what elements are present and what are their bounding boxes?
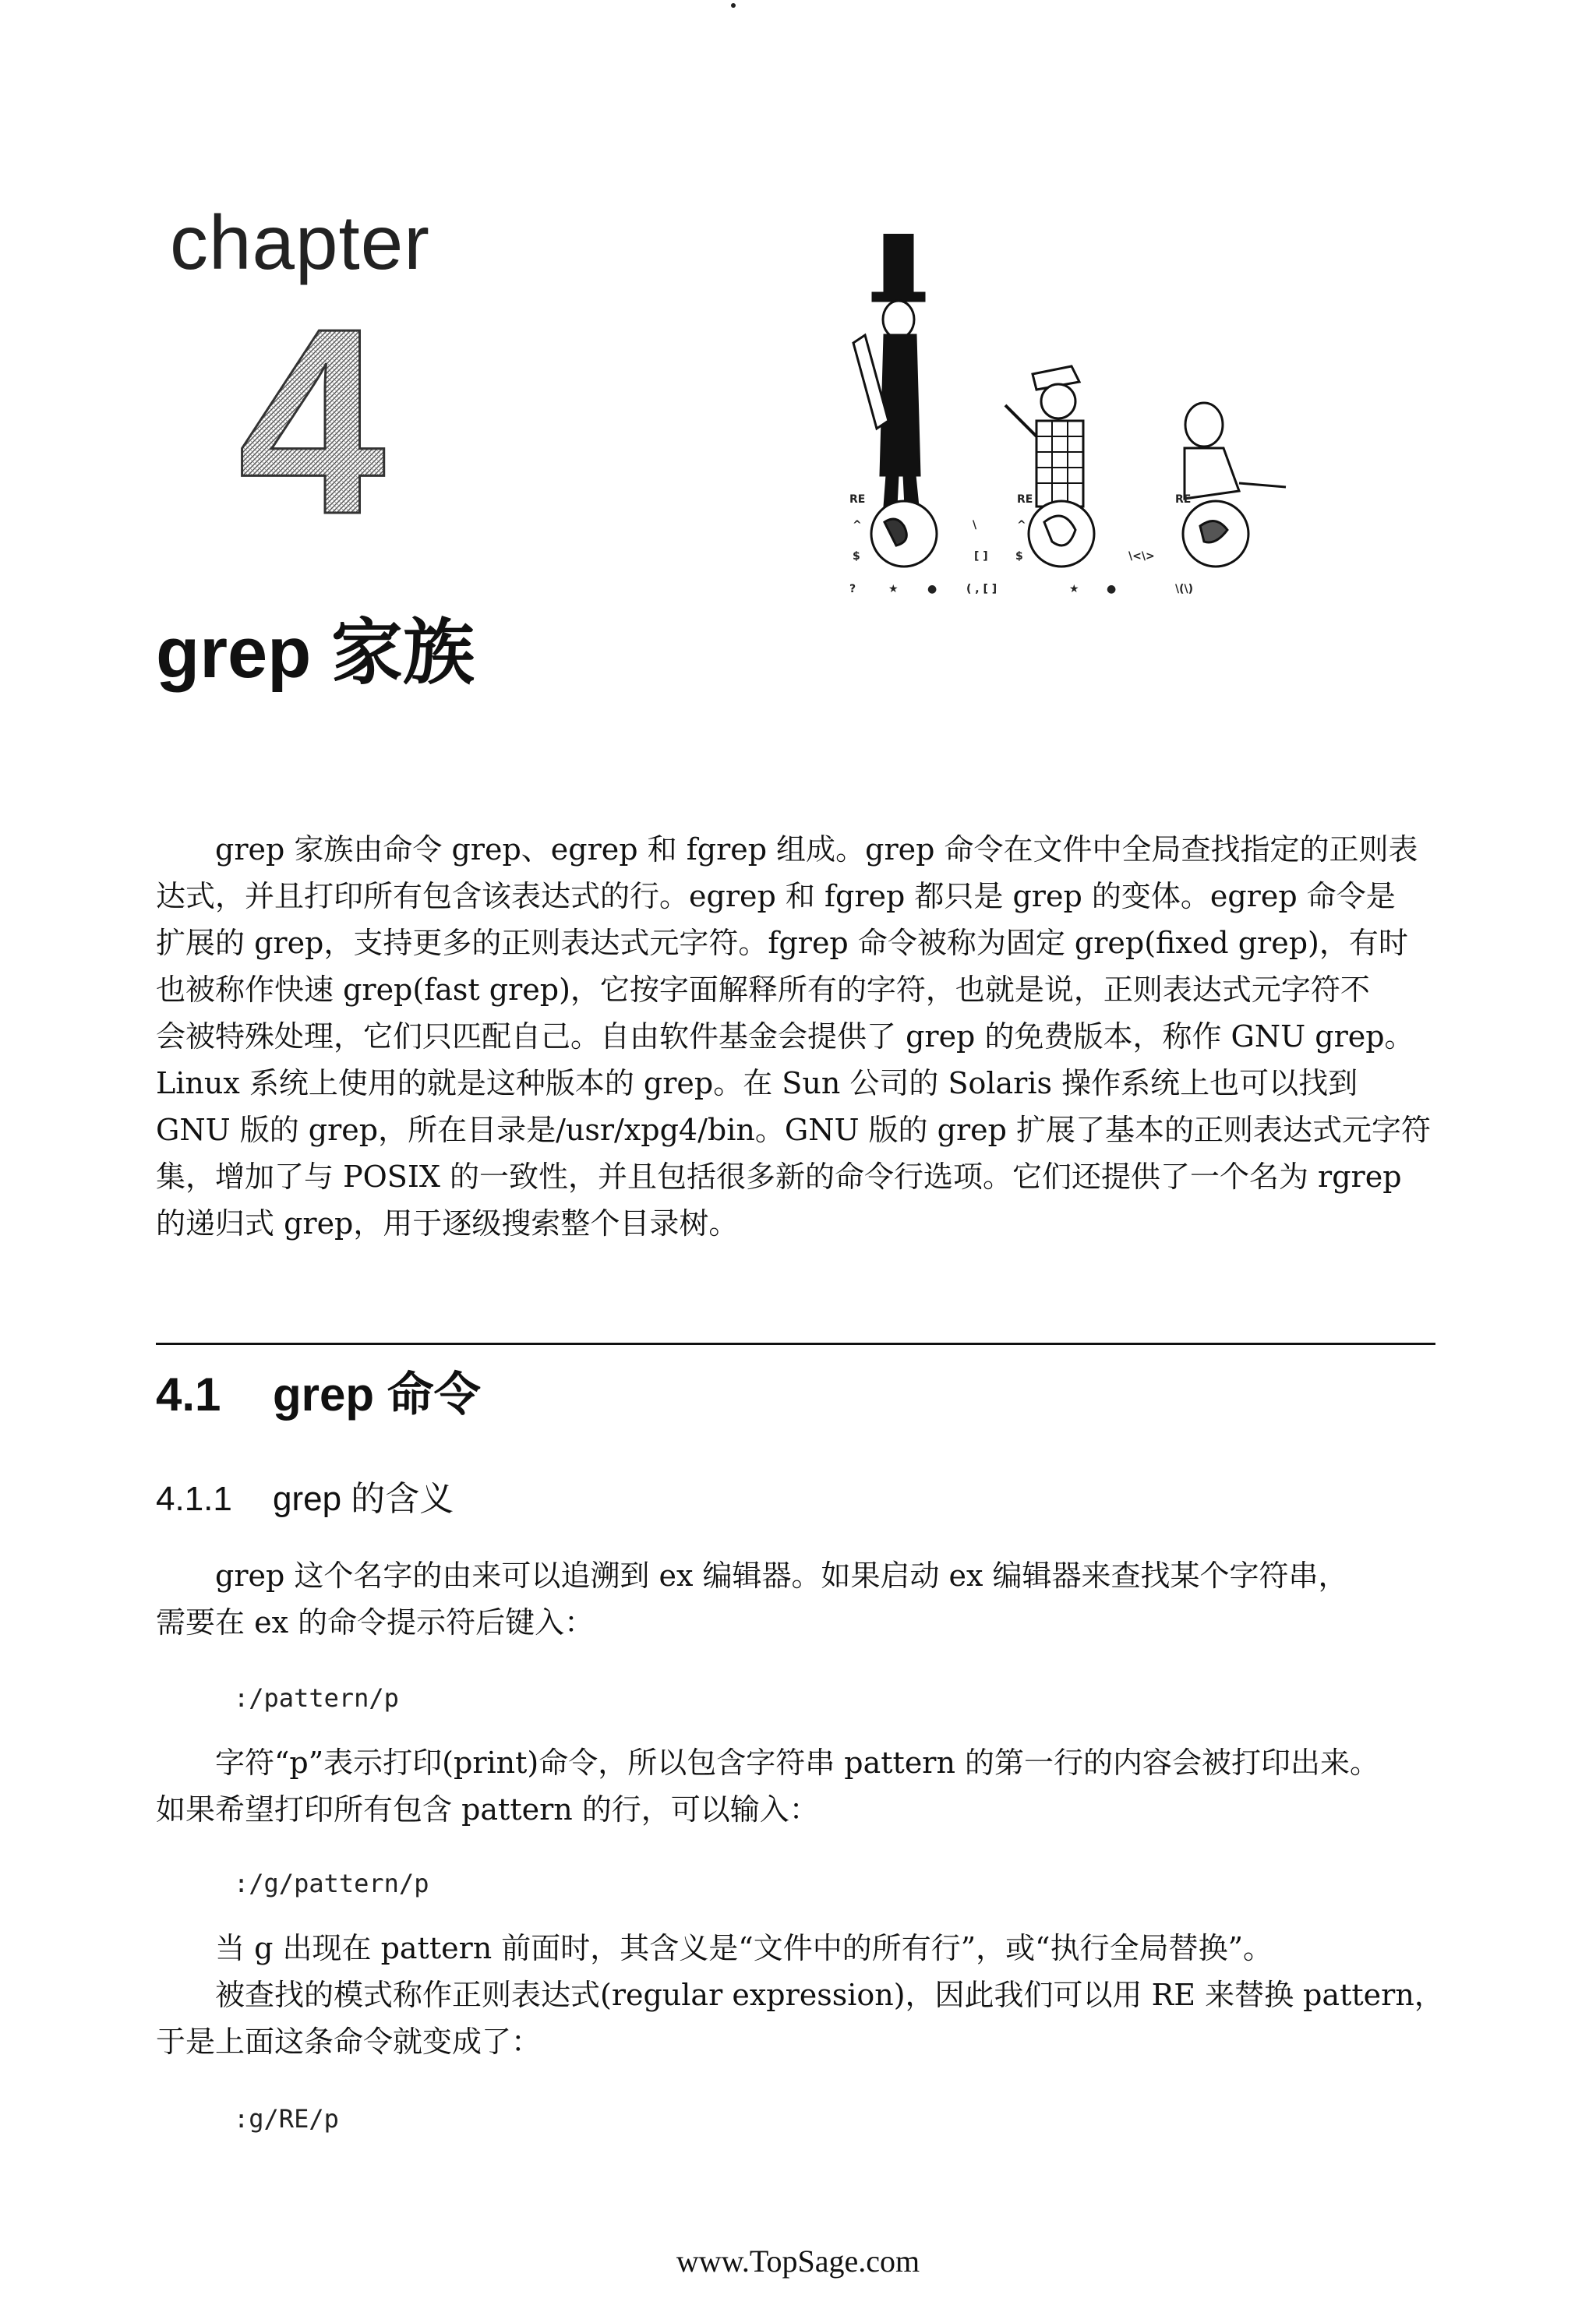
section-heading xyxy=(156,1368,481,1421)
illus-label-word-anchor: \<\> xyxy=(1128,550,1155,563)
subsection-title: grep 的含义 xyxy=(273,1480,454,1518)
top-hat-figure xyxy=(853,234,924,507)
section-divider xyxy=(156,1343,1435,1345)
subsection-number: 4.1.1 xyxy=(156,1480,232,1518)
illus-label-question: ? xyxy=(849,583,856,595)
intro-line: 也被称作快速 grep(fast grep)，它按字面解释所有的字符，也就是说，正则表达式元字符不 xyxy=(156,973,1370,1007)
intro-line: Linux 系统上使用的就是这种版本的 grep。在 Sun 公司的 Solaris 操作系统上也可以找到 xyxy=(156,1066,1358,1100)
intro-line: 达式，并且打印所有包含该表达式的行。egrep 和 fgrep 都只是 grep 的变体。egrep 命令是 xyxy=(156,879,1396,913)
intro-line: 会被特殊处理，它们只匹配自己。自由软件基金会提供了 grep 的免费版本，称作 GNU grep。 xyxy=(156,1019,1414,1054)
illus-label-brackets: [ ] xyxy=(974,550,988,563)
chapter-illustration xyxy=(849,234,1395,608)
footer-url: www.TopSage.com xyxy=(676,2244,920,2279)
illus-label-dot-1: ● xyxy=(927,583,937,595)
body-text: 当 g 出现在 pattern 前面时，其含义是“文件中的所有行”，或“执行全局替换”。 xyxy=(215,1931,1273,1965)
body-text: 于是上面这条命令就变成了： xyxy=(156,2025,542,2059)
intro-line: 的递归式 grep，用于逐级搜索整个目录树。 xyxy=(156,1206,739,1241)
chapter-number-graphic xyxy=(234,312,390,522)
code-example: :/g/pattern/p xyxy=(234,1869,429,1898)
illus-label-backslash: \ xyxy=(973,519,977,531)
illus-label-star-2: ★ xyxy=(1069,583,1079,595)
intro-line: 集，增加了与 POSIX 的一致性，并且包括很多新的命令行选项。它们还提供了一个名为 rgrep xyxy=(156,1160,1402,1194)
illus-label-dot-2: ● xyxy=(1107,583,1117,595)
illus-label-star-1: ★ xyxy=(888,583,899,595)
body-text: 需要在 ex 的命令提示符后键入： xyxy=(156,1605,595,1640)
chapter-title: grep 家族 xyxy=(156,613,475,693)
code-example: :g/RE/p xyxy=(234,2104,339,2134)
body-text: 如果希望打印所有包含 pattern 的行，可以输入： xyxy=(156,1792,819,1827)
illus-label-re-1: RE xyxy=(849,493,866,506)
section-number: 4.1 xyxy=(156,1368,221,1421)
illus-label-backref: \(\) xyxy=(1175,583,1194,595)
chapter-number: 4 xyxy=(238,312,386,522)
globes xyxy=(871,501,1248,567)
illus-label-dollar-2: $ xyxy=(1015,550,1023,563)
subsection-heading xyxy=(156,1482,454,1516)
intro-line: 扩展的 grep，支持更多的正则表达式元字符。fgrep 命令被称为固定 grep(fixed grep)，有时 xyxy=(156,926,1408,960)
section-title: grep 命令 xyxy=(273,1368,481,1421)
body-text: 被查找的模式称作正则表达式(regular expression)，因此我们可以用 RE 来替换 pattern， xyxy=(215,1978,1444,2012)
illus-label-dollar-1: $ xyxy=(853,550,860,563)
chapter-label: chapter xyxy=(170,199,430,285)
illus-label-caret-2: ^ xyxy=(1017,519,1026,531)
illus-label-re-2: RE xyxy=(1017,493,1033,506)
illus-label-re-3: RE xyxy=(1175,493,1192,506)
scan-speck xyxy=(731,3,736,8)
intro-line: GNU 版的 grep，所在目录是/usr/xpg4/bin。GNU 版的 grep 扩展了基本的正则表达式元字符 xyxy=(156,1113,1432,1147)
illus-label-caret-1: ^ xyxy=(853,519,862,531)
intro-paragraph xyxy=(156,826,1434,1247)
code-example: :/pattern/p xyxy=(234,1683,399,1713)
intro-line: grep 家族由命令 grep、egrep 和 fgrep 组成。grep 命令在文件中全局查找指定的正则表 xyxy=(215,832,1418,867)
body-text: 字符“p”表示打印(print)命令，所以包含字符串 pattern 的第一行的内容会被打印出来。 xyxy=(215,1746,1380,1780)
sitting-figure xyxy=(1185,403,1286,499)
body-text: grep 这个名字的由来可以追溯到 ex 编辑器。如果启动 ex 编辑器来查找某个字符串， xyxy=(215,1559,1348,1593)
plaid-figure xyxy=(1005,366,1083,507)
illus-label-paren: ( , [ ] xyxy=(966,583,998,595)
